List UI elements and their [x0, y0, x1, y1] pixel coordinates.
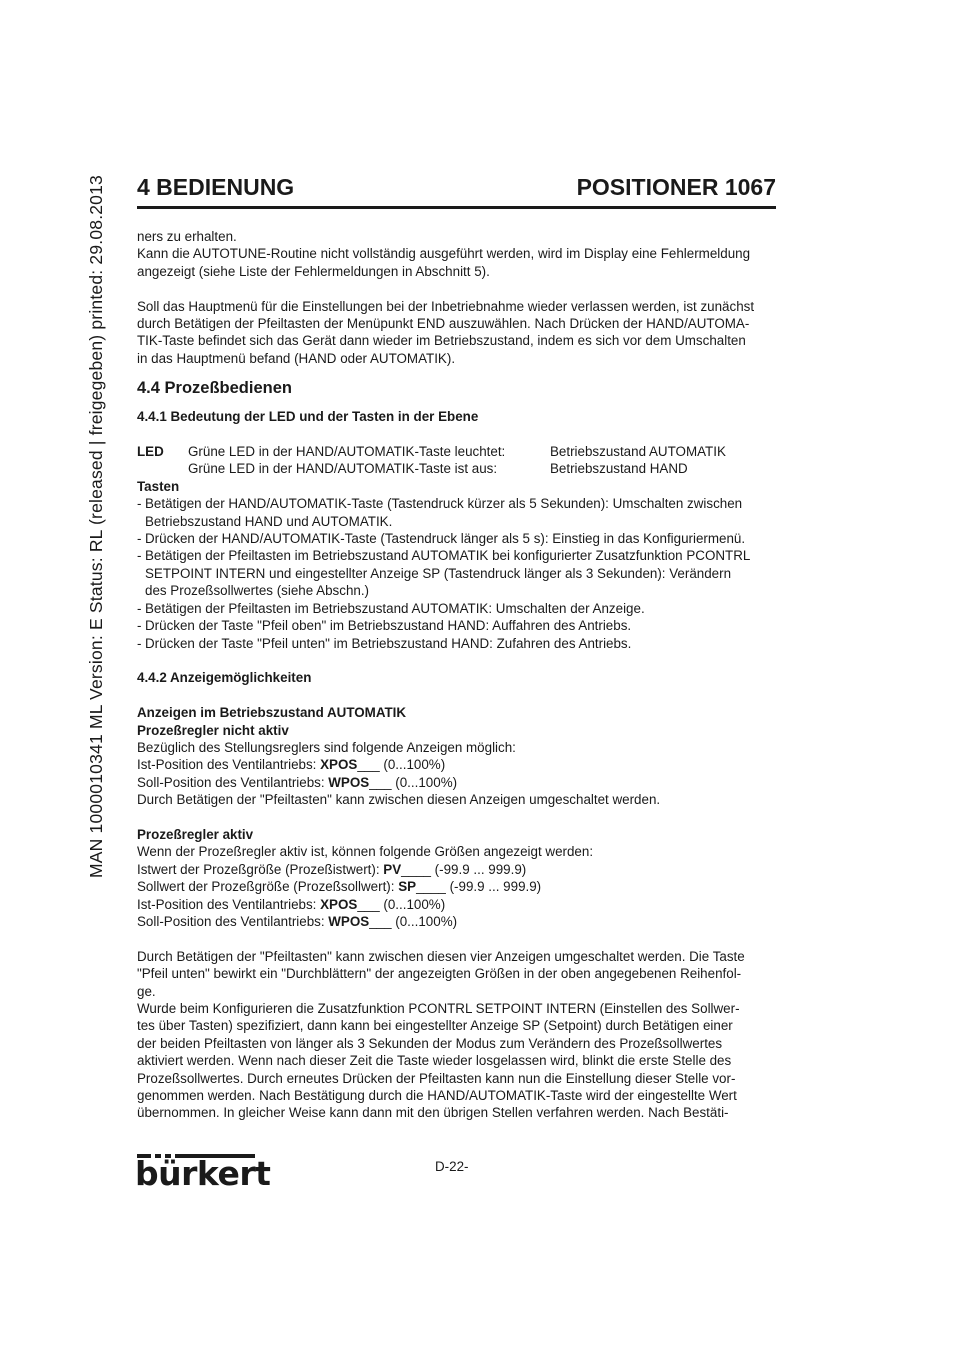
regler-inactive-intro: Bezüglich des Stellungsreglers sind folgende Anzeigen möglich: [137, 739, 516, 755]
text-line: in das Hauptmenü befand (HAND oder AUTOMATIK). [137, 350, 456, 366]
display-line [137, 756, 782, 773]
burkert-logo [135, 1154, 271, 1193]
text-line: Soll das Hauptmenü für die Einstellungen bei der Inbetriebnahme wieder verlassen werden, ist zunächst [137, 298, 755, 314]
display-label: Ist-Position des Ventilantriebs: [137, 757, 321, 773]
led-description: Grüne LED in der HAND/AUTOMATIK-Taste leuchtet: [188, 444, 506, 460]
led-row [137, 443, 782, 460]
display-code: PV [383, 861, 402, 877]
text-line: Drücken der Taste "Pfeil unten" im Betriebszustand HAND: Zufahren des Antriebs. [145, 635, 632, 651]
text-line: angezeigt (siehe Liste der Fehlermeldungen in Abschnitt 5). [137, 263, 490, 279]
intro-paragraph-1 [137, 228, 782, 280]
display-label: Soll-Position des Ventilantriebs: [137, 913, 329, 929]
display-code: SP [398, 879, 417, 895]
text-line: Drücken der Taste "Pfeil oben" im Betriebszustand HAND: Auffahren des Antriebs. [145, 618, 632, 634]
list-item [137, 530, 782, 547]
closing-paragraph-1 [137, 948, 782, 1000]
text-line: durch Betätigen der Pfeiltasten der Menüpunkt END auszuwählen. Nach Drücken der HAND/AUTOMA- [137, 316, 750, 332]
subsection-heading-led-tasten: 4.4.1 Bedeutung der LED und der Tasten in der Ebene [137, 409, 479, 425]
display-code: WPOS [328, 774, 370, 790]
display-line [137, 896, 782, 913]
regler-active-intro: Wenn der Prozeßregler aktiv ist, können folgende Größen angezeigt werden: [137, 844, 594, 860]
logo-wordmark: bürkert [135, 1154, 271, 1193]
text-line: genommen werden. Nach Bestätigung durch die HAND/AUTOMATIK-Taste wird der eingestellte Wert [137, 1088, 737, 1103]
list-item [137, 617, 782, 634]
text-line: des Prozeßsollwertes (siehe Abschn.) [145, 583, 370, 599]
display-range: ___ (0...100%) [357, 896, 446, 912]
regler-active-heading: Prozeßregler aktiv [137, 826, 254, 842]
regler-inactive-outro: Durch Betätigen der "Pfeiltasten" kann zwischen diesen Anzeigen umgeschaltet werden. [137, 792, 661, 808]
display-label: Soll-Position des Ventilantriebs: [137, 774, 329, 790]
section-heading: 4.4 Prozeßbedienen [137, 379, 292, 398]
page-number: D-22- [435, 1159, 469, 1174]
display-range: ___ (0...100%) [369, 774, 458, 790]
text-line: übernommen. In gleicher Weise kann dann mit den übrigen Stellen verfahren werden. Nach Bestäti- [137, 1105, 729, 1121]
intro-paragraph-2 [137, 298, 782, 368]
display-label: Istwert der Prozeßgröße (Prozeßistwert): [137, 861, 384, 877]
tasten-label: Tasten [137, 478, 180, 494]
product-title: POSITIONER 1067 [576, 174, 776, 200]
display-range: ___ (0...100%) [369, 913, 458, 929]
text-line: Drücken der HAND/AUTOMATIK-Taste (Tastendruck länger als 5 s): Einstieg in das Konfiguriermenü. [145, 531, 746, 547]
display-range: ____ (-99.9 ... 999.9) [416, 879, 542, 895]
text-line: ge. [137, 983, 156, 999]
text-line: Prozeßsollwertes. Durch erneutes Drücken der Pfeiltasten kann nun die Einstellung dieser Stelle vor- [137, 1070, 736, 1086]
closing-paragraph-2 [137, 1000, 782, 1122]
led-description: Grüne LED in der HAND/AUTOMATIK-Taste ist aus: [188, 461, 498, 477]
led-state: Betriebszustand HAND [550, 461, 688, 477]
regler-inactive-heading: Prozeßregler nicht aktiv [137, 722, 289, 738]
automatik-heading: Anzeigen im Betriebszustand AUTOMATIK [137, 705, 407, 721]
list-item [137, 547, 782, 599]
text-line: der beiden Pfeiltasten von länger als 3 Sekunden der Modus zum Verändern des Prozeßsollwertes [137, 1035, 723, 1051]
text-line: Betätigen der HAND/AUTOMATIK-Taste (Tastendruck kürzer als 5 Sekunden): Umschalten zwischen [145, 496, 743, 512]
tasten-list [137, 495, 782, 652]
text-line: Durch Betätigen der "Pfeiltasten" kann zwischen diesen vier Anzeigen umgeschaltet werden. Die Taste [137, 948, 745, 964]
display-line [137, 861, 782, 878]
led-label: LED [137, 444, 164, 460]
display-code: WPOS [328, 913, 370, 929]
display-code: XPOS [320, 896, 358, 912]
text-line: TIK-Taste befindet sich das Gerät dann wieder im Betriebszustand, indem es sich vor dem Umschalten [137, 333, 746, 349]
text-line: SETPOINT INTERN und eingestellter Anzeige SP (Tastendruck länger als 3 Sekunden): Verändern [145, 565, 732, 581]
text-line: Wurde beim Konfigurieren die Zusatzfunktion PCONTRL SETPOINT INTERN (Einstellen des Sollwer- [137, 1000, 740, 1016]
page-header [137, 170, 776, 209]
text-line: aktiviert werden. Wenn nach dieser Zeit die Taste wieder losgelassen wird, blinkt die erste Stelle des [137, 1053, 732, 1069]
text-line: ners zu erhalten. [137, 229, 237, 244]
display-label: Ist-Position des Ventilantriebs: [137, 896, 321, 912]
display-line [137, 878, 782, 895]
document-control-text: MAN 1000010341 ML Version: E Status: RL (released | freigegeben) printed: 29.08.2013 [86, 175, 106, 878]
display-range: ____ (-99.9 ... 999.9) [401, 861, 527, 877]
list-item [137, 635, 782, 652]
display-code: XPOS [320, 757, 358, 773]
text-line: Kann die AUTOTUNE-Routine nicht vollständig ausgeführt werden, wird im Display eine Fehlermeldung [137, 246, 751, 262]
page-footer [137, 1154, 776, 1194]
display-line [137, 913, 782, 930]
led-row [137, 460, 782, 477]
display-label: Sollwert der Prozeßgröße (Prozeßsollwert): [137, 879, 399, 895]
text-line: Betätigen der Pfeiltasten im Betriebszustand AUTOMATIK bei konfigurierter Zusatzfunktion PCONTRL [145, 548, 751, 564]
led-state: Betriebszustand AUTOMATIK [550, 444, 726, 460]
display-range: ___ (0...100%) [357, 757, 446, 773]
display-line [137, 774, 782, 791]
chapter-title: 4 BEDIENUNG [137, 174, 295, 200]
text-line: Betätigen der Pfeiltasten im Betriebszustand AUTOMATIK: Umschalten der Anzeige. [145, 600, 645, 616]
text-line: "Pfeil unten" bewirkt ein "Durchblättern" der angezeigten Größen in der oben angegebenen Reihenfol- [137, 966, 742, 982]
main-content [137, 228, 782, 1122]
list-item [137, 600, 782, 617]
text-line: tes über Tasten) spezifiziert, dann kann bei eingestellter Anzeige SP (Setpoint) durch Betätigen einer [137, 1018, 733, 1034]
subsection-heading-anzeigen: 4.4.2 Anzeigemöglichkeiten [137, 670, 312, 686]
text-line: Betriebszustand HAND und AUTOMATIK. [145, 513, 393, 529]
list-item [137, 495, 782, 530]
